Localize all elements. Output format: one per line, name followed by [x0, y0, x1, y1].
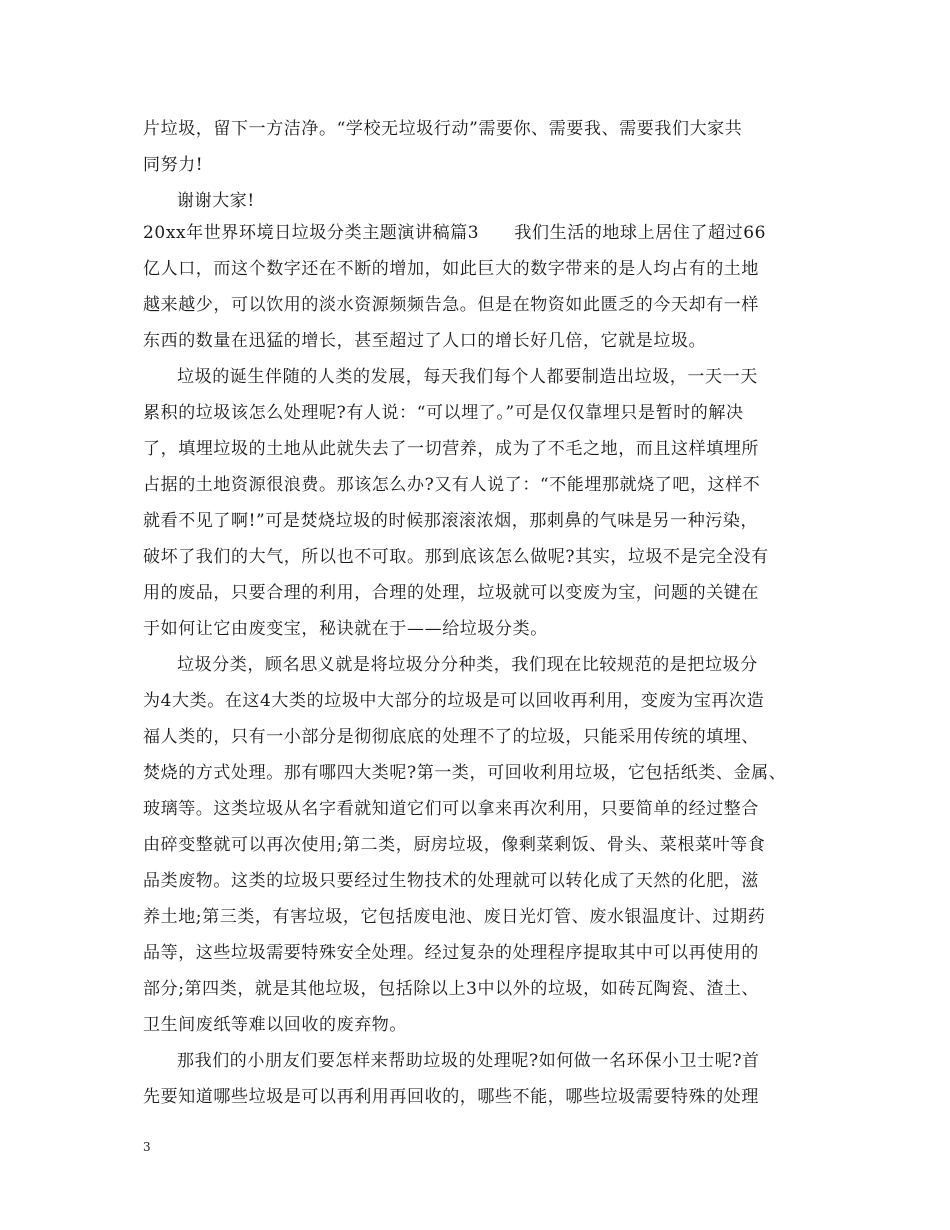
text-line: 同努力!	[143, 155, 204, 175]
text-line: 片垃圾，留下一方洁净。“学校无垃圾行动”需要你、需要我、需要我们大家共	[143, 119, 743, 139]
text-line: 焚烧的方式处理。那有哪四大类呢?第一类，可回收利用垃圾，它包括纸类、金属、	[143, 763, 787, 783]
text-line: 亿人口，而这个数字还在不断的增加，如此巨大的数字带来的是人均占有的土地	[143, 259, 759, 279]
text-line: 东西的数量在迅猛的增长，甚至超过了人口的增长好几倍，它就是垃圾。	[143, 331, 707, 351]
text-line: 玻璃等。这类垃圾从名字看就知道它们可以拿来再次利用，只要简单的经过整合	[143, 799, 759, 819]
text-line: 先要知道哪些垃圾是可以再利用再回收的，哪些不能，哪些垃圾需要特殊的处理	[143, 1087, 759, 1107]
text-line: 那我们的小朋友们要怎样来帮助垃圾的处理呢?如何做一名环保小卫士呢?首	[177, 1051, 760, 1071]
section-heading-line: 20xx年世界环境日垃圾分类主题演讲稿篇3 我们生活的地球上居住了超过66	[143, 223, 767, 243]
text-line: 部分;第四类，就是其他垃圾，包括除以上3中以外的垃圾，如砖瓦陶瓷、渣土、	[143, 979, 760, 999]
text-line: 占据的土地资源很浪费。那该怎么办?又有人说了：“不能埋那就烧了吧，这样不	[143, 475, 761, 495]
text-line: 用的废品，只要合理的利用，合理的处理，垃圾就可以变废为宝，问题的关键在	[143, 583, 759, 603]
text-line: 养土地;第三类，有害垃圾，它包括废电池、废日光灯管、废水银温度计、过期药	[143, 907, 766, 927]
text-line: 谢谢大家!	[177, 191, 255, 211]
text-line: 破坏了我们的大气，所以也不可取。那到底该怎么做呢?其实，垃圾不是完全没有	[143, 547, 769, 567]
text-line: 于如何让它由废变宝，秘诀就在于——给垃圾分类。	[143, 619, 548, 639]
text-line: 为4大类。在这4大类的垃圾中大部分的垃圾是可以回收再利用，变废为宝再次造	[143, 691, 765, 711]
text-line: 垃圾分类，顾名思义就是将垃圾分分种类，我们现在比较规范的是把垃圾分	[177, 655, 758, 675]
text-line: 就看不见了啊!”可是焚烧垃圾的时候那滚滚浓烟，那刺鼻的气味是另一种污染，	[143, 511, 759, 531]
text-line: 品类废物。这类的垃圾只要经过生物技术的处理就可以转化成了天然的化肥，滋	[143, 871, 759, 891]
text-line: 卫生间废纸等难以回收的废弃物。	[143, 1015, 407, 1035]
page-number: 3	[143, 1140, 151, 1154]
text-line: 越来越少，可以饮用的淡水资源频频告急。但是在物资如此匮乏的今天却有一样	[143, 295, 759, 315]
text-line: 累积的垃圾该怎么处理呢?有人说：“可以埋了。”可是仅仅靠埋只是暂时的解决	[143, 403, 744, 423]
text-line: 品等，这些垃圾需要特殊安全处理。经过复杂的处理程序提取其中可以再使用的	[143, 943, 759, 963]
text-line: 垃圾的诞生伴随的人类的发展，每天我们每个人都要制造出垃圾，一天一天	[177, 367, 758, 387]
text-line: 由碎变整就可以再次使用;第二类，厨房垃圾，像剩菜剩饭、骨头、菜根菜叶等食	[143, 835, 766, 855]
text-line: 了，填埋垃圾的土地从此就失去了一切营养，成为了不毛之地，而且这样填埋所	[143, 439, 759, 459]
text-line: 福人类的，只有一小部分是彻彻底底的处理不了的垃圾，只能采用传统的填埋、	[143, 727, 759, 747]
